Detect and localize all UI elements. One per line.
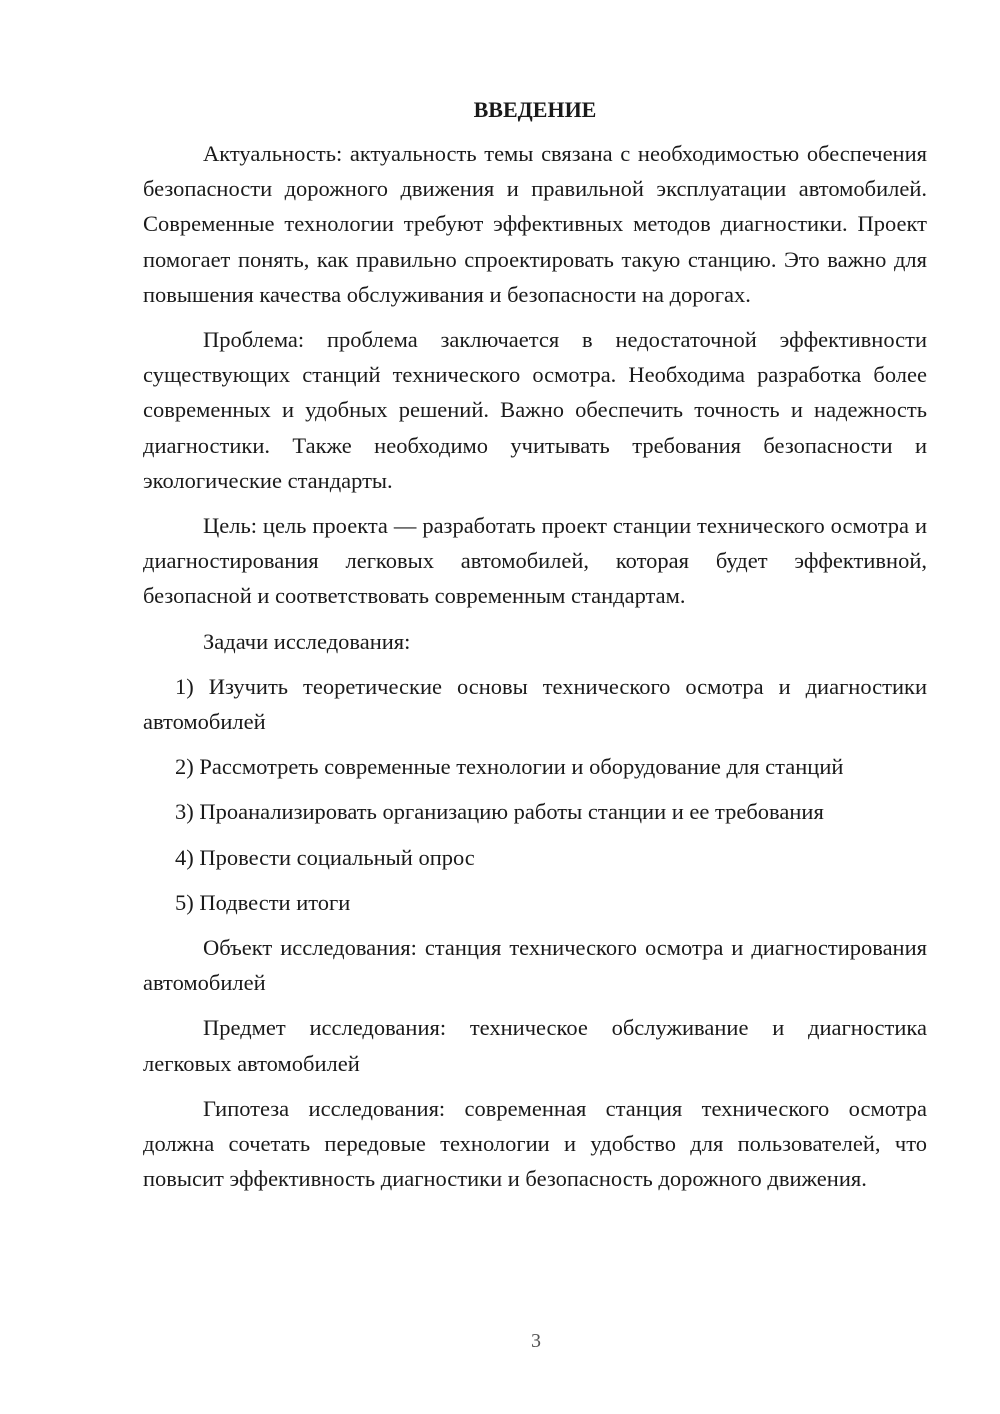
paragraph-subject: Предмет исследования: техническое обслуживание и диагностика легковых автомобилей	[143, 1015, 927, 1076]
paragraph-object: Объект исследования: станция технического осмотра и диагностирования автомобилей	[143, 935, 927, 996]
list-item: 4) Провести социальный опрос	[175, 844, 475, 870]
list-item: 3) Проанализировать организацию работы станции и ее требования	[175, 799, 824, 825]
list-item: 5) Подвести итоги	[175, 889, 351, 915]
page-number: 3	[531, 1330, 541, 1352]
document-page	[143, 92, 927, 1206]
paragraph-hypothesis: Гипотеза исследования: современная станция технического осмотра должна сочетать передовые технологии и удобство для пользователей, что повысит эффективность диагностики и безопасность дорожного движения.	[143, 1095, 927, 1192]
tasks-label: Задачи исследования:	[203, 628, 411, 654]
paragraph-relevance: Актуальность: актуальность темы связана с необходимостью обеспечения безопасности дорожного движения и правильной эксплуатации автомобилей. Современные технологии требуют эффективных методов диагностики. Проект помогает понять, как правильно спроектировать такую станцию. Это важно для повышения качества обслуживания и безопасности на дорогах.	[143, 141, 927, 307]
list-item: 1) Изучить теоретические основы технического осмотра и диагностики автомобилей	[143, 673, 927, 735]
list-item: 2) Рассмотреть современные технологии и оборудование для станций	[175, 754, 844, 780]
paragraph-goal: Цель: цель проекта — разработать проект станции технического осмотра и диагностирования легковых автомобилей, которая будет эффективной, безопасной и соответствовать современным стандартам.	[143, 513, 927, 609]
tasks-list	[143, 669, 927, 920]
section-heading: ВВЕДЕНИЕ	[473, 97, 597, 122]
paragraph-problem: Проблема: проблема заключается в недостаточной эффективности существующих станций технического осмотра. Необходима разработка более современных и удобных решений. Важно обеспечить точность и надежность диагностики. Также необходимо учитывать требования безопасности и экологические стандарты.	[143, 327, 927, 493]
